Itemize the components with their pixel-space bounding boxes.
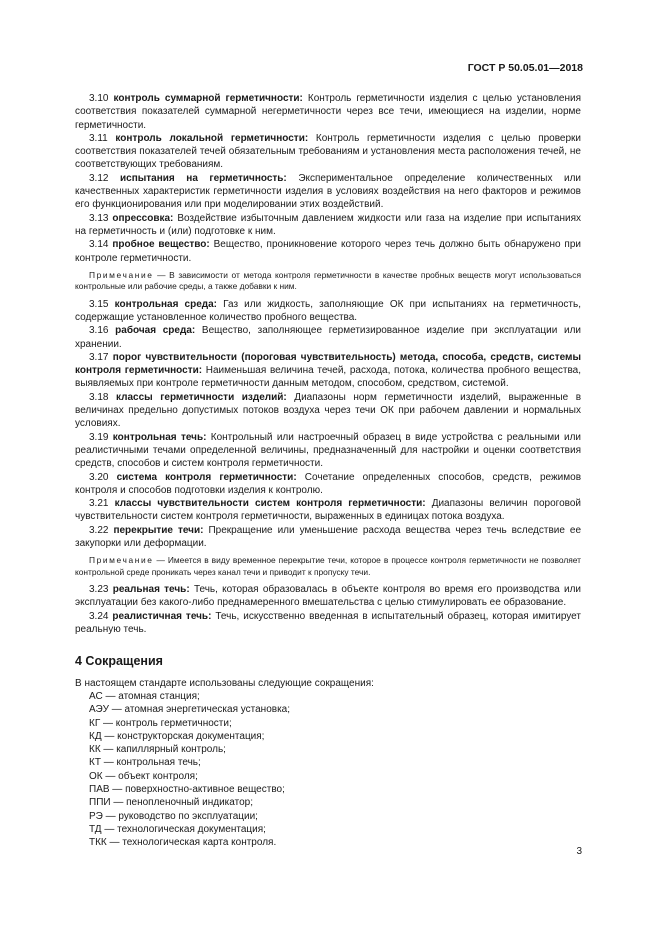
term-definition bbox=[75, 497, 581, 524]
term-text: Течь, искусственно введенная в испытательный образец, которая имитирует реальную течь. bbox=[75, 610, 581, 636]
abbreviation-item: ППИ — пенопленочный индикатор; bbox=[89, 797, 253, 809]
term-number: 3.17 bbox=[89, 351, 109, 363]
term-number: 3.23 bbox=[89, 584, 109, 596]
term-name: реальная течь: bbox=[112, 584, 190, 596]
term-text: Сочетание определенных способов, средств, режимов контроля и способов подготовки изделия к контролю. bbox=[75, 471, 582, 496]
section-intro: В настоящем стандарте использованы следующие сокращения: bbox=[75, 677, 374, 689]
term-number: 3.11 bbox=[89, 132, 108, 144]
term-number: 3.20 bbox=[89, 471, 109, 483]
section-title: 4 Сокращения bbox=[75, 654, 163, 669]
abbreviation-item: КК — капиллярный контроль; bbox=[89, 744, 226, 756]
term-name: рабочая среда: bbox=[115, 325, 196, 337]
term-text: Наименьшая величина течей, расхода, потока, количества пробного вещества, выявляемых при контроле герметичности данным методом, способом, средством, системой. bbox=[75, 365, 582, 390]
term-name: классы герметичности изделий: bbox=[116, 391, 287, 403]
term-definition bbox=[75, 132, 581, 172]
term-name: порог чувствительности (пороговая чувствительность) метода, способа, средств, системы контроля герметичности: bbox=[75, 351, 581, 377]
abbreviation-item: КТ — контрольная течь; bbox=[89, 757, 201, 769]
term-number: 3.21 bbox=[89, 498, 109, 510]
term-number: 3.19 bbox=[89, 431, 109, 443]
term-text: Контрольный или настроечный образец в виде устройства с реальными или реалистичными течами определенной величины, предназначенный для настройки и оценки соответствия средств, способов и систем контроля герметичности. bbox=[75, 431, 581, 470]
term-text: Диапазоны величин пороговой чувствительности систем контроля герметичности, выраженных в единицах потока воздуха. bbox=[75, 498, 582, 523]
term-name: опрессовка: bbox=[112, 212, 174, 224]
abbreviation-item: ТКК — технологическая карта контроля. bbox=[89, 837, 277, 849]
term-text: Прекращение или уменьшение расхода вещества через течь вследствие ее закупорки или деформации. bbox=[75, 524, 582, 550]
term-number: 3.10 bbox=[89, 93, 109, 104]
term-name: контроль локальной герметичности: bbox=[115, 132, 309, 144]
term-number: 3.18 bbox=[89, 391, 109, 403]
term-text: Вещество, заполняющее герметизированное изделие при эксплуатации или хранении. bbox=[75, 325, 582, 350]
term-number: 3.14 bbox=[89, 239, 109, 251]
term-definition bbox=[75, 431, 581, 471]
abbreviation-item: АС — атомная станция; bbox=[89, 690, 200, 702]
term-name: испытания на герметичность: bbox=[120, 172, 287, 184]
terms-block-1 bbox=[75, 92, 581, 265]
term-name: классы чувствительности систем контроля герметичности: bbox=[114, 498, 426, 510]
term-definition bbox=[75, 212, 581, 239]
term-text: Контроль герметичности изделия с целью установления соответствия показателей суммарной негерметичности через все течи, имеющиеся на изделии, норме герметичности. bbox=[75, 93, 582, 131]
abbreviation-item: КД — конструкторская документация; bbox=[89, 730, 265, 742]
abbreviation-item: ТД — технологическая документация; bbox=[89, 823, 266, 835]
term-text: Контроль герметичности изделия с целью проверки соответствия показателей течей обязательным требованиям и установления места расположения течей, не соответствующих требованиям. bbox=[75, 132, 582, 171]
term-definition bbox=[75, 324, 581, 351]
term-definition bbox=[75, 238, 581, 265]
term-text: Вещество, проникновение которого через течь должно быть обнаружено при контроле герметичности. bbox=[75, 239, 581, 264]
term-definition bbox=[75, 92, 581, 132]
term-text: Диапазоны норм герметичности изделий, выраженные в величинах предельно допустимых потоков воздуха через течи ОК при рабочем давлении и нормальных условиях. bbox=[75, 391, 582, 430]
term-definition bbox=[75, 610, 581, 637]
abbreviation-item: РЭ — руководство по эксплуатации; bbox=[89, 810, 258, 822]
document-body bbox=[75, 92, 581, 849]
abbreviation-item: ОК — объект контроля; bbox=[89, 770, 198, 782]
term-definition bbox=[75, 298, 581, 325]
note-text: — Имеется в виду временное перекрытие течи, которое в процессе контроля герметичности не позволяет контрольной среде проникать через канал течи и приводит к пропуску течи. bbox=[75, 555, 581, 577]
abbreviation-item: КГ — контроль герметичности; bbox=[89, 717, 232, 729]
term-number: 3.15 bbox=[89, 298, 109, 310]
term-definition bbox=[75, 471, 581, 498]
term-name: контрольная течь: bbox=[112, 431, 207, 443]
term-definition bbox=[75, 583, 581, 610]
term-text: Газ или жидкость, заполняющие ОК при испытаниях на герметичность, содержащие установленное количество пробного вещества. bbox=[75, 298, 581, 323]
abbreviation-list bbox=[75, 690, 581, 850]
term-name: контрольная среда: bbox=[114, 298, 218, 310]
abbreviation-item: АЭУ — атомная энергетическая установка; bbox=[89, 704, 291, 716]
terms-block-3 bbox=[75, 583, 581, 636]
term-name: реалистичная течь: bbox=[112, 610, 212, 622]
term-number: 3.16 bbox=[89, 325, 109, 337]
term-definition bbox=[75, 351, 581, 391]
term-text: Экспериментальное определение количественных или качественных характеристик герметичности изделия в условиях воздействия на него факторов и режимов его функционирования или при моделировании этих воздействий. bbox=[75, 172, 581, 211]
term-name: пробное вещество: bbox=[112, 239, 210, 251]
term-number: 3.12 bbox=[89, 172, 109, 184]
term-definition bbox=[75, 172, 581, 212]
term-definition bbox=[75, 524, 581, 551]
abbreviation-item: ПАВ — поверхностно-активное вещество; bbox=[89, 783, 285, 795]
page-number: 3 bbox=[576, 846, 582, 857]
terms-block-2 bbox=[75, 298, 581, 551]
note-2 bbox=[75, 555, 581, 578]
document-code: ГОСТ Р 50.05.01—2018 bbox=[467, 62, 583, 74]
term-name: система контроля герметичности: bbox=[116, 471, 297, 483]
term-number: 3.13 bbox=[89, 212, 109, 224]
term-definition bbox=[75, 391, 581, 431]
note-text: — В зависимости от метода контроля герметичности в качестве пробных веществ могут использоваться контрольные или рабочие среды, а также добавки к ним. bbox=[75, 269, 581, 292]
term-text: Течь, которая образовалась в объекте контроля во время его производства или эксплуатации без какого-либо преднамеренного вмешательства с целью стимулировать ее образование. bbox=[75, 584, 582, 609]
term-name: перекрытие течи: bbox=[113, 524, 204, 536]
note-label: Примечание bbox=[89, 555, 154, 566]
note-label: Примечание bbox=[89, 269, 154, 280]
note-1 bbox=[75, 270, 581, 293]
term-number: 3.22 bbox=[89, 524, 109, 536]
term-name: контроль суммарной герметичности: bbox=[113, 93, 303, 104]
term-text: Воздействие избыточным давлением жидкости или газа на изделие при испытаниях на герметичность и (или) подготовке к ним. bbox=[75, 212, 581, 237]
term-number: 3.24 bbox=[89, 610, 109, 622]
